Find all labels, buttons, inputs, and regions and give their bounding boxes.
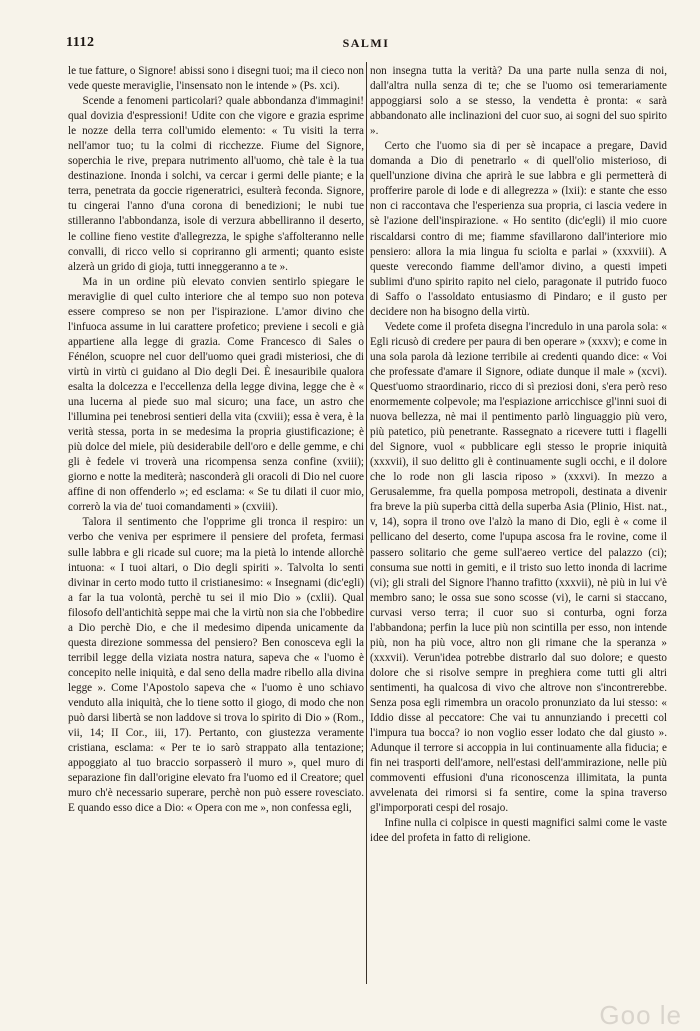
paragraph: Scende a fenomeni particolari? quale abbondanza d'immagini! qual dovizia d'espressioni! Udite con che vigore e grazia esprime le nozze della terra coll'umido elemento: « Tu visiti la terra nell'amor tuo; tu la colmi di ricchezze. Fiume del Signore, soperchia le rive, prepara nutrimento all'uomo, chè tale è la tua destinazione. Inonda i solchi, va cercar i germi delle piante; e la terra, penetrata da goccie rigeneratrici, esulterà feconda. Signore, tu cingerai l'anno d'una corona di benedizioni; le nubi tue stilleranno l'abbondanza, isole di verzura abbelliranno il deserto, le colline fieno vestite d'allegrezza, le spighe s'affolteranno nelle convalli, di ricco vello si copriranno gli armenti; quanto esiste alzerà un grido di gioja, tutti inneggeranno a te ». [68,95,364,273]
left-column [68,64,364,816]
column-divider [366,62,367,984]
paragraph: Vedete come il profeta disegna l'incredulo in una parola sola: « Egli ricusò di credere per paura di ben operare » (xxxv); e come in una sola parola dà lezione terribile ai credenti quando dice: « Voi che professate d'amare il Signore, odiate dunque il male » (xcvi). Quest'uomo straordinario, ricco di sì preziosi doni, s'era però reso enormemente colpevole; ma l'espiazione arricchisce gl'inni suoi di nuova bellezza, nè mai il pentimento parlò linguaggio più vero, più patetico, più penetrante. Rassegnato a ricevere tutti i flagelli del Signore, vuol « pubblicare egli stesso le proprie iniquità (xxxvii), il suo delitto gli è continuamente sugli occhi, e il dolore che lo rode non gli lascia riposo » (xxxvi). In mezzo a Gerusalemme, fra quella pomposa metropoli, destinata a divenir fra breve la più superba città della superba Asia (Plinio, Hist. nat., v, 14), sopra il trono ove l'alzò la mano di Dio, egli è « come il pellicano del deserto, come l'upupa ascosa fra le rovine, come il passero solitario che geme sull'aereo vertice del palazzo (ci); consuma sue notti in gemiti, e il tristo suo letto inonda di lacrime (vi); gli strali del Signore l'hanno trafitto (xxxvii), nè più in lui v'è membro sano; le ossa sue sono scosse (vi), le carni si staccano, curvasi verso terra; il cuor suo si conturba, ogni forza l'abbandona; perfin la luce più non scintilla per esso, non intende più, non ha più voce, altro non gli rimane che la speranza » (xxxvii). Verun'idea potrebbe distrarlo dal suo dolore; e questo dolore che si risolve sempre in preghiera come tutti gli altri sentimenti, ha qualcosa di vivo che altrove non s'incontrerebbe. Senza posa egli rimembra un oracolo pronunziato da lui stesso: « Iddio disse al peccatore: Che vai tu annunziando i precetti col l'impura tua bocca? io non voglio esser lodato che dal giusto ». Adunque il terrore si accoppia in lui continuamente alla fiducia; e fin nei trasporti dell'amore, nell'estasi dell'ammirazione, nelle più commoventi effusioni d'una riconoscenza illimitata, la punta avvelenata dei rimorsi si fa sentire, come la spina traverso gl'imporporati cespi del rosajo. [370,320,667,815]
running-head: SALMI [342,36,390,50]
scan-watermark: Goo le [599,1000,682,1030]
paragraph: Certo che l'uomo sia di per sè incapace a pregare, David domanda a Dio di penetrarlo « di quell'olio misterioso, di quell'unzione divina che aprirà le sue labbra e gli permetterà di profferire parole di lode e di allegrezza » (lxii): e stante che esso non ci raccontava che l'esperienza sua propria, ci lascia vedere in sè l'azione dell'inspirazione. « Ho sentito (dic'egli) il mio cuore riscaldarsi contro di me; fiamme sfavillarono dall'interiore mio pensiero: allora la mia lingua fu sciolta e parlai » (xxxviii). A queste verecondo fiamme dell'amor divino, a questi impeti sublimi d'uno spirito rapito nel cielo, paragonate il putrido fuoco di Saffo o l'assoldato entusiasmo di Pindaro; e il gusto per decidere non ha bisogno della virtù. [370,140,667,318]
paragraph: Ma in un ordine più elevato convien sentirlo spiegare le meraviglie di quel culto interiore che al tempo suo non poteva essere compreso se non per l'ispirazione. L'amor divino che l'infuoca assume in lui carattere profetico; previene i secoli e già appartiene alla legge di grazia. Come Francesco di Sales o Fénélon, scuopre nel cuor dell'uomo quei gradi misteriosi, che di virtù in virtù ci guidano al Dio degli Dei. È inesauribile qualora esalta la dolcezza e l'eccellenza della legge divina, legge che è « una lucerna al piede suo mal sicuro; una face, un astro che l'illumina pei tenebrosi sentieri della vita (cxviii); essa è vera, è la verità stessa, porta in se medesima la propria giustificazione; è più dolce del miele, più desiderabile dell'oro e delle gemme, e chi gli è fedele vi troverà una ricompensa senza confine (xviii); giorno e notte la mediterà; nasconderà gli oracoli di Dio nel cuore affine di non offenderlo »; ed esclama: « Se tu dilati il cuor mio, correrò la via de' tuoi comandamenti » (cxviii). [68,275,364,514]
right-column [370,64,667,846]
paragraph: non insegna tutta la verità? Da una parte nulla senza di noi, dall'altra nulla senza di te; che se l'uomo osi temerariamente appoggiarsi solo a se stesso, la vendetta è pronta: « sarà abbandonato alle inclinazioni del cuor suo, ai sogni del suo spirito ». [370,65,667,138]
paragraph: Infine nulla ci colpisce in questi magnifici salmi come le vaste idee del profeta in fatto di religione. [370,817,667,845]
paragraph: Talora il sentimento che l'opprime gli tronca il respiro: un verbo che veniva per esprimere il pensiere del profeta, fermasi sulle labbra e gli ricade sul cuore; ma la pietà lo intende allorchè intuona: « I tuoi altari, o Dio degli spiriti ». Talvolta lo senti divinar in certo modo tutto il cristianesimo: « Insegnami (dic'egli) a far la tua volontà, perchè tu sei il mio Dio » (cxlii). Qual filosofo dell'antichità seppe mai che la virtù non sia che l'obbedire a Dio perchè Dio, e che il medesimo dipenda unicamente da questa direzione sommessa del pensiero? Ben conosceva egli la terribil legge della viziata nostra natura, sapeva che « l'uomo è concepito nelle iniquità, e dal seno della madre ribello alla divina legge ». Come l'Apostolo sapeva che « l'uomo è uno schiavo venduto alla iniquità, che lo tiene sotto il giogo, di modo che non può darsi libertà se non laddove si trova lo spirito di Dio » (Rom., vii, 14; II Cor., iii, 17). Pertanto, con giustezza veramente cristiana, esclama: « Per te io sarò strappato alla tentazione; appoggiato al tuo braccio sorpasserò il muro », quel muro di separazione fin dall'origine elevato fra l'uomo ed il Creatore; quel muro ch'è necessario superare, perchè non può essere rovesciato. E quando esso dice a Dio: « Opera con me », non confessa egli, [68,516,364,815]
page-header [66,35,666,55]
paragraph: le tue fatture, o Signore! abissi sono i disegni tuoi; ma il cieco non vede queste meraviglie, l'insensato non le intende » (Ps. xci). [68,65,364,93]
page-number: 1112 [66,35,95,50]
